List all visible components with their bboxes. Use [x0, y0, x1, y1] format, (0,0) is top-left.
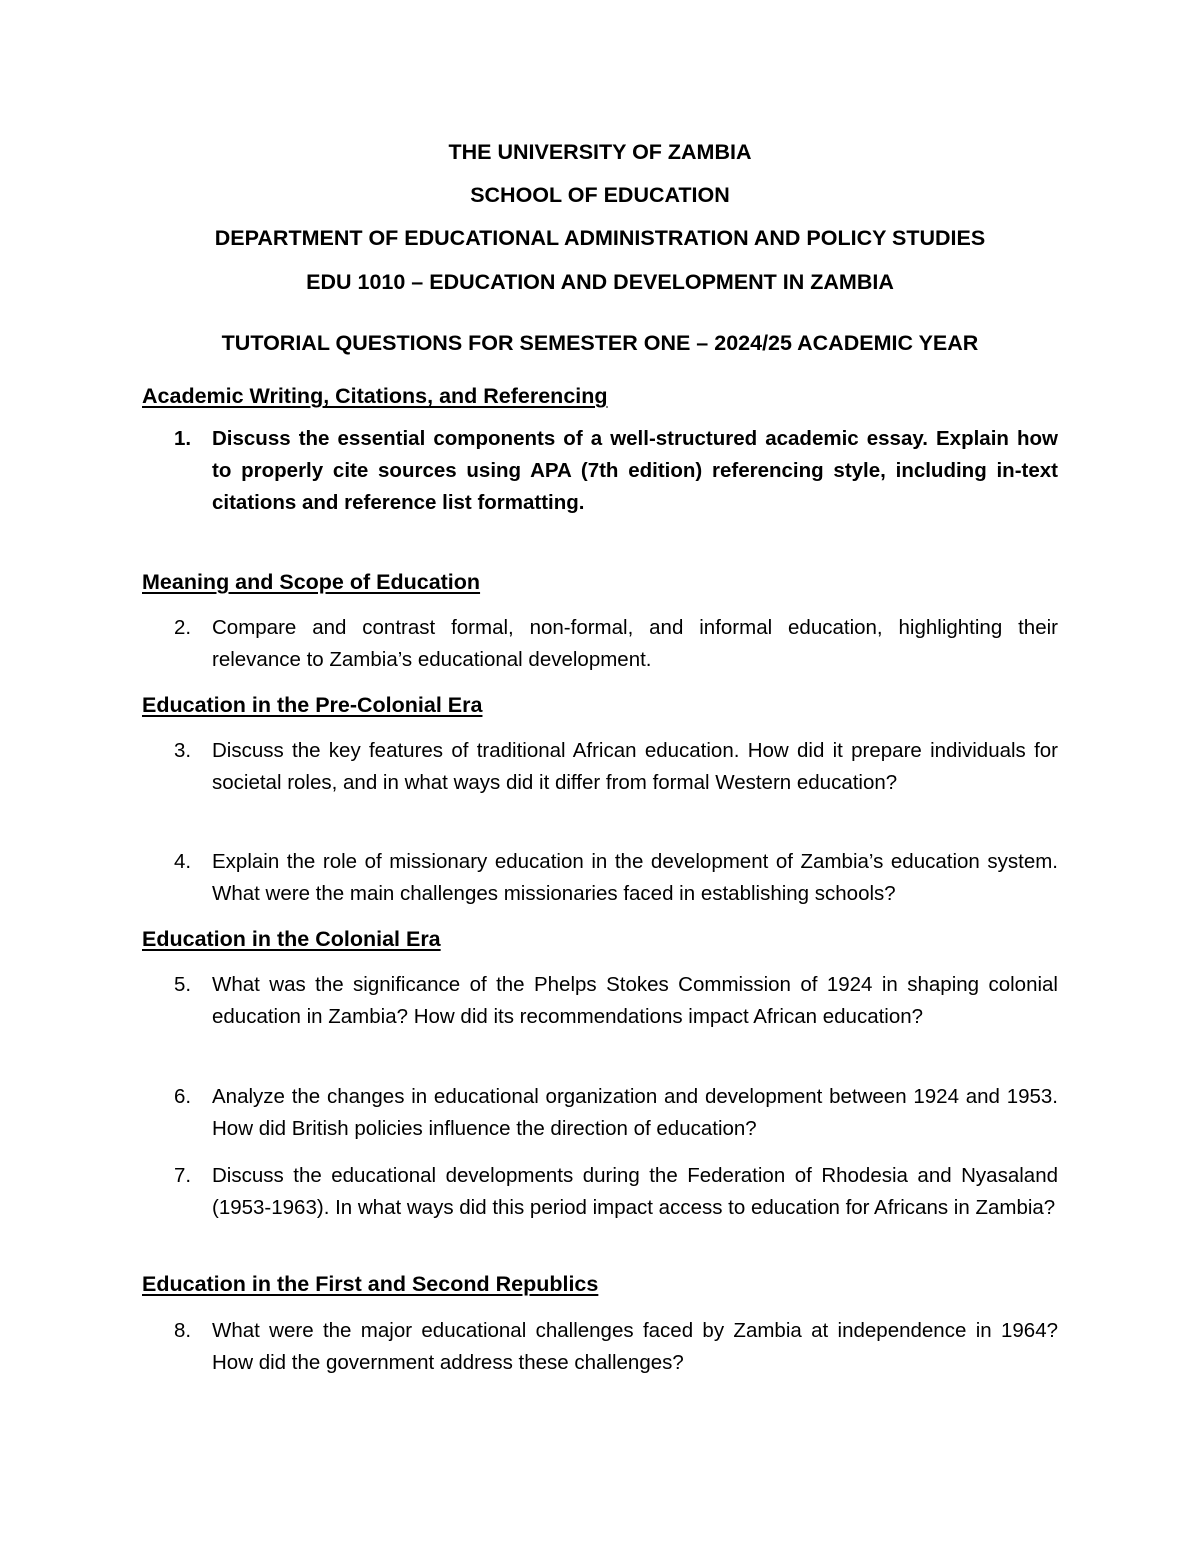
question-text: Discuss the essential components of a well-structured academic essay. Explain how to properly cite sources using APA (7th edition) referencing style, including in-text citations and reference list formatting.: [212, 427, 1058, 514]
section-heading-republics: Education in the First and Second Republics: [142, 1272, 599, 1296]
question-item: [174, 1081, 1058, 1145]
university-name: THE UNIVERSITY OF ZAMBIA: [448, 140, 752, 164]
question-text: Explain the role of missionary education in the development of Zambia’s education system. What were the main challenges missionaries faced in establishing schools?: [212, 850, 1058, 905]
question-item: [174, 846, 1058, 910]
question-number: 3.: [174, 739, 192, 762]
question-text: Discuss the key features of traditional African education. How did it prepare individuals for societal roles, and in what ways did it differ from formal Western education?: [212, 739, 1058, 794]
section-heading-academic-writing: Academic Writing, Citations, and Referencing: [142, 384, 608, 408]
question-number: 8.: [174, 1319, 192, 1342]
document-title: TUTORIAL QUESTIONS FOR SEMESTER ONE – 2024/25 ACADEMIC YEAR: [221, 331, 979, 355]
question-text: Compare and contrast formal, non-formal, and informal education, highlighting their relevance to Zambia’s educational development.: [212, 616, 1058, 671]
question-number: 1.: [174, 427, 192, 450]
question-number: 4.: [174, 850, 192, 873]
section-heading-meaning-scope: Meaning and Scope of Education: [142, 570, 481, 594]
question-item: [174, 612, 1058, 676]
question-text: What were the major educational challenges faced by Zambia at independence in 1964? How did the government address these challenges?: [212, 1319, 1058, 1374]
question-text: Discuss the educational developments during the Federation of Rhodesia and Nyasaland (1953-1963). In what ways did this period impact access to education for Africans in Zambia?: [212, 1164, 1058, 1219]
department-name: DEPARTMENT OF EDUCATIONAL ADMINISTRATION AND POLICY STUDIES: [214, 226, 986, 250]
question-text: Analyze the changes in educational organization and development between 1924 and 1953. How did British policies influence the direction of education?: [212, 1085, 1058, 1140]
question-number: 7.: [174, 1164, 192, 1187]
question-number: 2.: [174, 616, 192, 639]
question-number: 5.: [174, 973, 192, 996]
school-name: SCHOOL OF EDUCATION: [470, 183, 730, 207]
question-item: [174, 1315, 1058, 1379]
section-heading-pre-colonial: Education in the Pre-Colonial Era: [142, 693, 483, 717]
course-title: EDU 1010 – EDUCATION AND DEVELOPMENT IN ZAMBIA: [306, 270, 894, 294]
question-item: [174, 735, 1058, 799]
question-item: [174, 1160, 1058, 1224]
question-item: [174, 969, 1058, 1033]
question-number: 6.: [174, 1085, 192, 1108]
question-item: [174, 423, 1058, 519]
question-text: What was the significance of the Phelps Stokes Commission of 1924 in shaping colonial education in Zambia? How did its recommendations impact African education?: [212, 973, 1058, 1028]
section-heading-colonial: Education in the Colonial Era: [142, 927, 441, 951]
